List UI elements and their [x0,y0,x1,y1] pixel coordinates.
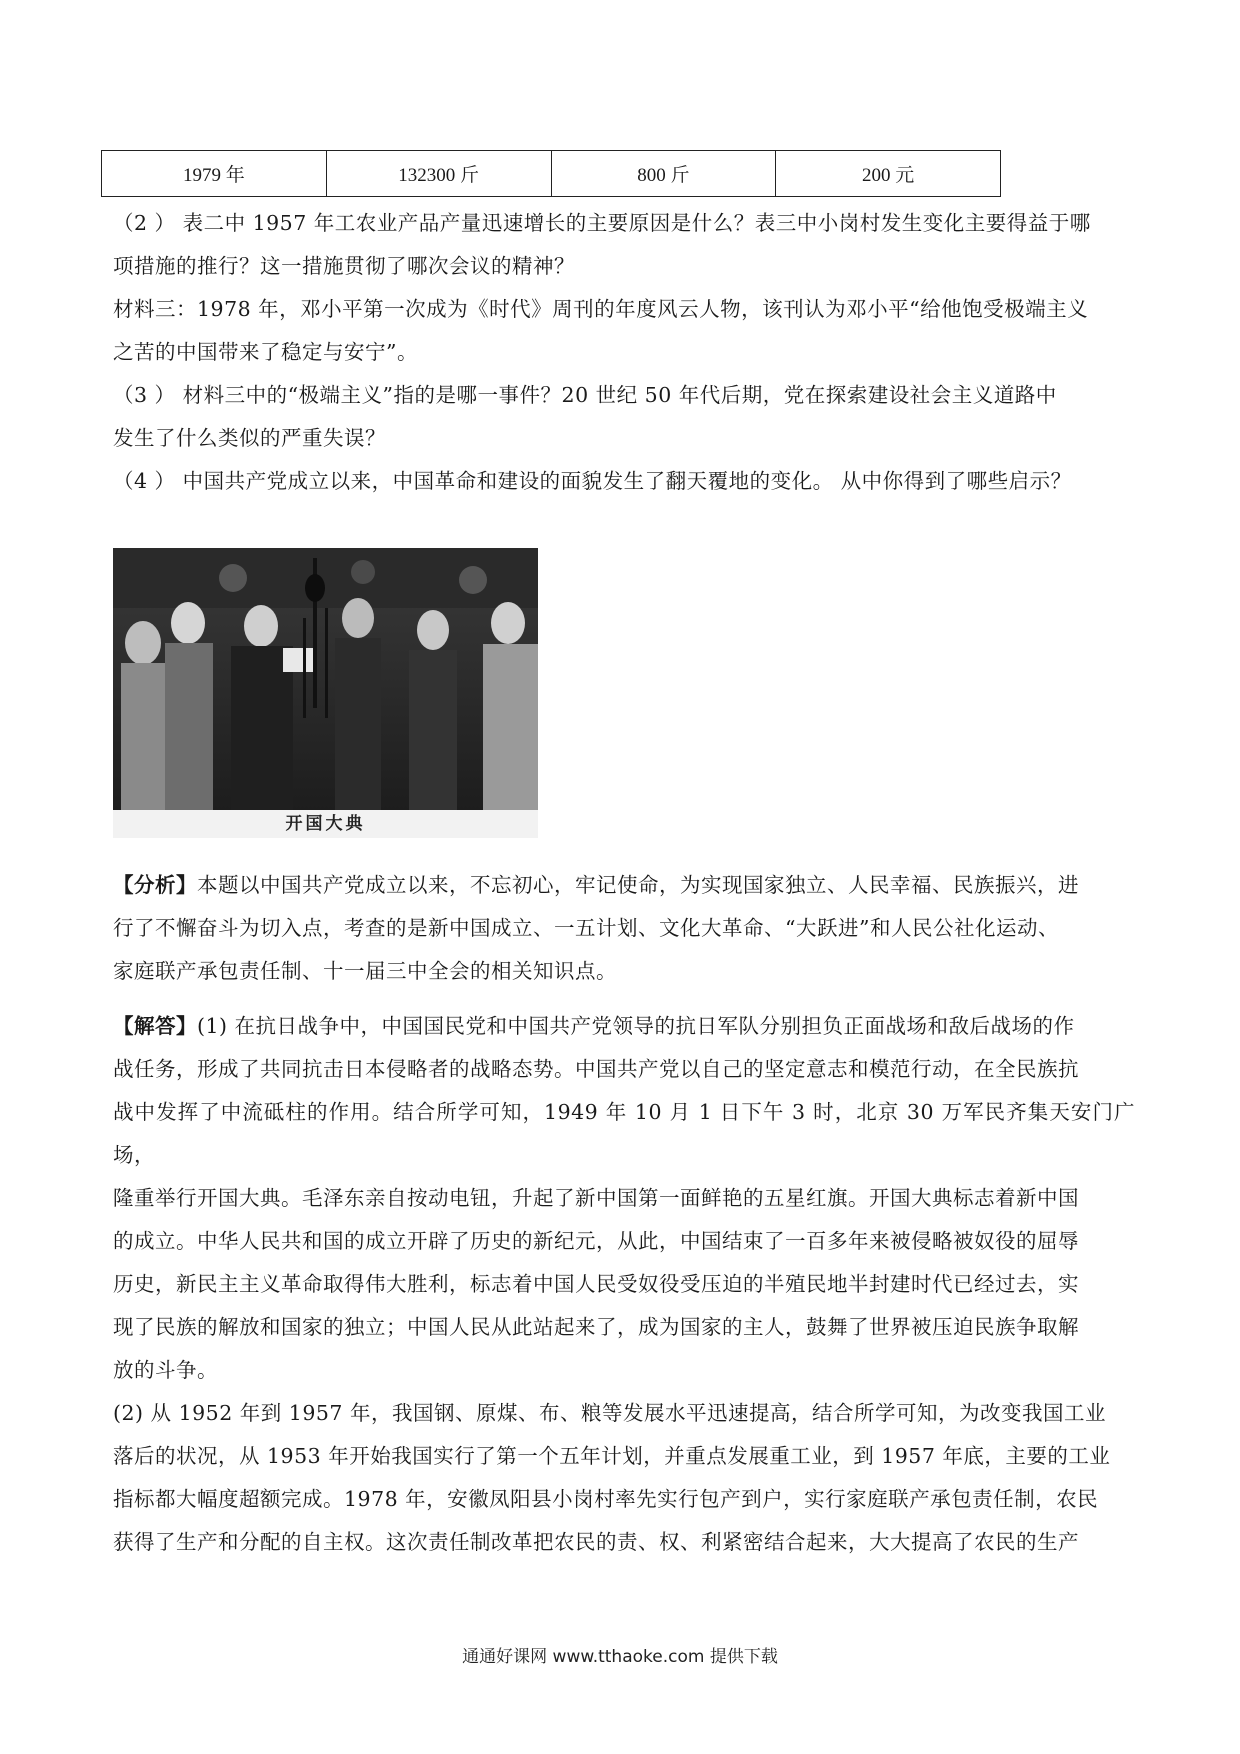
answer-line: 历史，新民主主义革命取得伟大胜利，标志着中国人民受奴役受压迫的半殖民地半封建时代已经过去，实 [113,1272,1079,1296]
table-row [102,151,1001,197]
question-3-line: （3 ） 材料三中的“极端主义”指的是哪一事件？20 世纪 50 年代后期，党在探索建设社会主义道路中 [113,383,1057,407]
answer-line: (1) 在抗日战争中，中国国民党和中国共产党领导的抗日军队分别担负正面战场和敌后战场的作 [197,1014,1075,1038]
page-footer: 通通好课网 www.tthaoke.com 提供下载 [462,1647,778,1667]
analysis-block [113,864,1135,993]
answer-line: 落后的状况，从 1953 年开始我国实行了第一个五年计划，并重点发展重工业，到 1957 年底，主要的工业 [113,1444,1111,1468]
analysis-tag: 【分析】 [113,873,197,897]
question-block [113,202,1135,503]
table-cell-year: 1979 年 [102,151,327,197]
answer-tag: 【解答】 [113,1014,197,1038]
question-4-line: （4 ） 中国共产党成立以来，中国革命和建设的面貌发生了翻天覆地的变化。 从中你得到了哪些启示？ [113,469,1072,493]
photo-image [113,548,538,838]
table-cell-income: 200 元 [776,151,1001,197]
answer-block [113,1005,1135,1564]
question-3-line: 发生了什么类似的严重失误？ [113,426,386,450]
material-3-line: 之苦的中国带来了稳定与安宁”。 [113,340,418,364]
table-cell-per-capita-grain: 800 斤 [551,151,776,197]
answer-line: 战中发挥了中流砥柱的作用。结合所学可知，1949 年 10 月 1 日下午 3 时，北京 30 万军民齐集天安门广场， [113,1100,1135,1167]
table-cell-total-output: 132300 斤 [326,151,551,197]
analysis-line: 行了不懈奋斗为切入点，考查的是新中国成立、一五计划、文化大革命、“大跃进”和人民公社化运动、 [113,916,1059,940]
answer-line: 隆重举行开国大典。毛泽东亲自按动电钮，升起了新中国第一面鲜艳的五星红旗。开国大典标志着新中国 [113,1186,1079,1210]
question-2-line: （2 ） 表二中 1957 年工农业产品产量迅速增长的主要原因是什么？表三中小岗村发生变化主要得益于哪 [113,211,1091,235]
answer-line: 的成立。中华人民共和国的成立开辟了历史的新纪元，从此，中国结束了一百多年来被侵略被奴役的屈辱 [113,1229,1079,1253]
answer-line: 战任务，形成了共同抗击日本侵略者的战略态势。中国共产党以自己的坚定意志和模范行动，在全民族抗 [113,1057,1079,1081]
answer-line: 指标都大幅度超额完成。1978 年，安徽凤阳县小岗村率先实行包产到户，实行家庭联产承包责任制，农民 [113,1487,1099,1511]
answer-line: (2) 从 1952 年到 1957 年，我国钢、原煤、布、粮等发展水平迅速提高，结合所学可知，为改变我国工业 [113,1401,1106,1425]
data-table [101,150,1001,197]
answer-line: 获得了生产和分配的自主权。这次责任制改革把农民的责、权、利紧密结合起来，大大提高了农民的生产 [113,1530,1079,1554]
founding-ceremony-photo [113,548,538,838]
answer-line: 现了民族的解放和国家的独立；中国人民从此站起来了，成为国家的主人，鼓舞了世界被压迫民族争取解 [113,1315,1079,1339]
analysis-line: 本题以中国共产党成立以来，不忘初心，牢记使命，为实现国家独立、人民幸福、民族振兴，进 [197,873,1079,897]
material-3-line: 材料三：1978 年，邓小平第一次成为《时代》周刊的年度风云人物，该刊认为邓小平“给他饱受极端主义 [113,297,1089,321]
photo-caption: 开国大典 [285,814,366,834]
question-2-line: 项措施的推行？这一措施贯彻了哪次会议的精神？ [113,254,575,278]
answer-line: 放的斗争。 [113,1358,218,1382]
analysis-line: 家庭联产承包责任制、十一届三中全会的相关知识点。 [113,959,617,983]
